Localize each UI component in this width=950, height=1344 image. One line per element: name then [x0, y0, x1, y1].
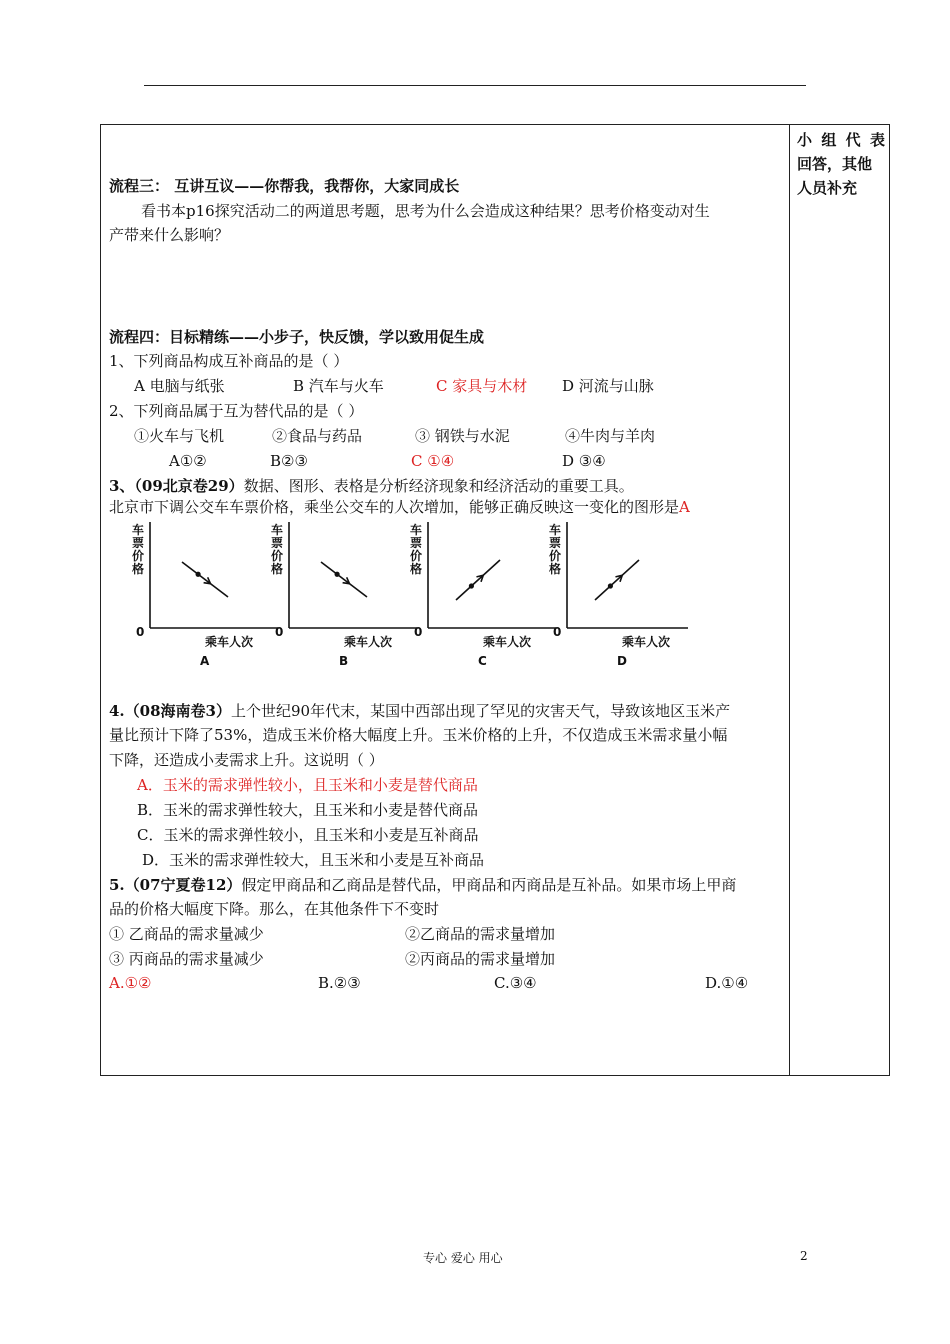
q3-source: 3、（09北京卷29）	[109, 477, 244, 495]
y-axis-label-char: 票	[271, 536, 284, 550]
q1-stem: 1、下列商品构成互补商品的是（ ）	[109, 352, 349, 370]
q5-option-a: A.①②	[109, 974, 152, 992]
q3-stem-text: 数据、图形、表格是分析经济现象和经济活动的重要工具。	[243, 477, 634, 495]
q2-item: ②食品与药品	[272, 427, 363, 445]
q2-option-a: A①②	[169, 452, 207, 470]
y-axis-label-char: 格	[132, 562, 145, 576]
q5-source: 5.（07宁夏卷12）	[109, 876, 242, 894]
origin-label: 0	[553, 625, 562, 639]
q2-option-b: B②③	[270, 452, 308, 470]
q3-question: 北京市下调公交车车票价格，乘坐公交车的人次增加，能够正确反映这一变化的图形是	[109, 498, 680, 516]
q1-option-c: C 家具与木材	[436, 377, 528, 395]
q5-item: ① 乙商品的需求量减少	[109, 925, 264, 943]
side-note	[797, 128, 885, 200]
panel-label: B	[339, 654, 349, 668]
q4-line2: 量比预计下降了53%，造成玉米价格大幅度上升。玉米价格的上升，不仅造成玉米需求量小幅	[109, 726, 728, 744]
y-axis-label-char: 车	[132, 523, 145, 537]
q1-option-b: B 汽车与火车	[293, 377, 384, 395]
q5-option-c: C.③④	[494, 974, 537, 992]
x-axis-label: 乘车人次	[344, 635, 393, 649]
q5-item: ③ 丙商品的需求量减少	[109, 950, 264, 968]
y-axis-label-char: 价	[132, 549, 145, 563]
y-axis-label-char: 票	[132, 536, 145, 550]
q4-text: 上个世纪90年代末，某国中西部出现了罕见的灾害天气，导致该地区玉米产	[230, 702, 731, 720]
section3-body: 产带来什么影响？	[109, 226, 230, 244]
demand-line	[456, 560, 500, 600]
panel-label: A	[200, 654, 210, 668]
footer-text: 专心 爱心 用心	[423, 1251, 503, 1265]
q4-source: 4.（08海南卷3）	[109, 702, 231, 720]
data-point	[608, 583, 613, 588]
q4-option-d: D．玉米的需求弹性较大，且玉米和小麦是互补商品	[142, 851, 485, 869]
q5-item: ②丙商品的需求量增加	[405, 950, 556, 968]
side-note-line: 回答，其他	[797, 155, 873, 173]
y-axis-label-char: 格	[410, 562, 423, 576]
data-point	[335, 572, 340, 577]
data-point	[196, 572, 201, 577]
q4-line3: 下降，还造成小麦需求上升。这说明（ ）	[109, 751, 384, 769]
section3-title: 流程三： 互讲互议——你帮我，我帮你，大家同成长	[109, 177, 460, 195]
demand-line	[182, 562, 228, 597]
demand-line	[321, 562, 367, 597]
x-axis-label: 乘车人次	[205, 635, 254, 649]
y-axis-label-char: 格	[549, 562, 562, 576]
q1-option-d: D 河流与山脉	[562, 377, 654, 395]
y-axis-label-char: 价	[271, 549, 284, 563]
q2-option-c: C ①④	[411, 452, 455, 470]
demand-line	[595, 560, 639, 600]
q5-item: ②乙商品的需求量增加	[405, 925, 556, 943]
q2-stem: 2、下列商品属于互为替代品的是（ ）	[109, 402, 364, 420]
origin-label: 0	[275, 625, 284, 639]
header-rule	[144, 85, 806, 86]
origin-label: 0	[414, 625, 423, 639]
q3-stem	[109, 476, 634, 496]
y-axis-label-char: 价	[549, 549, 562, 563]
y-axis-label-char: 车	[410, 523, 423, 537]
page-number: 2	[800, 1249, 808, 1263]
y-axis-label-char: 车	[271, 523, 284, 537]
q4-option-a: A．玉米的需求弹性较小，且玉米和小麦是替代商品	[137, 776, 478, 794]
y-axis-label-char: 格	[271, 562, 284, 576]
panel-label: C	[478, 654, 487, 668]
y-axis-label-char: 车	[549, 523, 562, 537]
y-axis-label-char: 价	[410, 549, 423, 563]
panel-label: D	[617, 654, 627, 668]
column-divider	[789, 124, 790, 1076]
q5-option-b: B.②③	[318, 974, 361, 992]
q1-option-a: A 电脑与纸张	[134, 377, 225, 395]
q5-line1	[109, 875, 736, 895]
section4-title: 流程四：目标精练——小步子，快反馈，学以致用促生成	[109, 328, 485, 346]
q2-option-d: D ③④	[562, 452, 606, 470]
q3-line2	[109, 497, 690, 517]
side-note-line: 人员补充	[797, 179, 858, 197]
q3-graphs	[128, 520, 688, 680]
side-note-line: 小 组 代 表	[797, 131, 885, 149]
q2-item: ③ 钢铁与水泥	[415, 427, 510, 445]
q5-option-d: D.①④	[705, 974, 749, 992]
q3-answer: A	[679, 498, 690, 516]
x-axis-label: 乘车人次	[622, 635, 671, 649]
x-axis-label: 乘车人次	[483, 635, 532, 649]
section3-body: 看书本p16探究活动二的两道思考题，思考为什么会造成这种结果？思考价格变动对生	[141, 202, 710, 220]
origin-label: 0	[136, 625, 145, 639]
y-axis-label-char: 票	[410, 536, 423, 550]
q4-option-c: C．玉米的需求弹性较小，且玉米和小麦是互补商品	[137, 826, 479, 844]
q2-item: ④牛肉与羊肉	[565, 427, 656, 445]
q4-option-b: B．玉米的需求弹性较大，且玉米和小麦是替代商品	[137, 801, 479, 819]
q5-text: 假定甲商品和乙商品是替代品，甲商品和丙商品是互补品。如果市场上甲商	[241, 876, 737, 894]
q2-item: ①火车与飞机	[134, 427, 225, 445]
q4-line1	[109, 701, 730, 721]
y-axis-label-char: 票	[549, 536, 562, 550]
q5-line2: 品的价格大幅度下降。那么，在其他条件下不变时	[109, 900, 440, 918]
data-point	[469, 583, 474, 588]
